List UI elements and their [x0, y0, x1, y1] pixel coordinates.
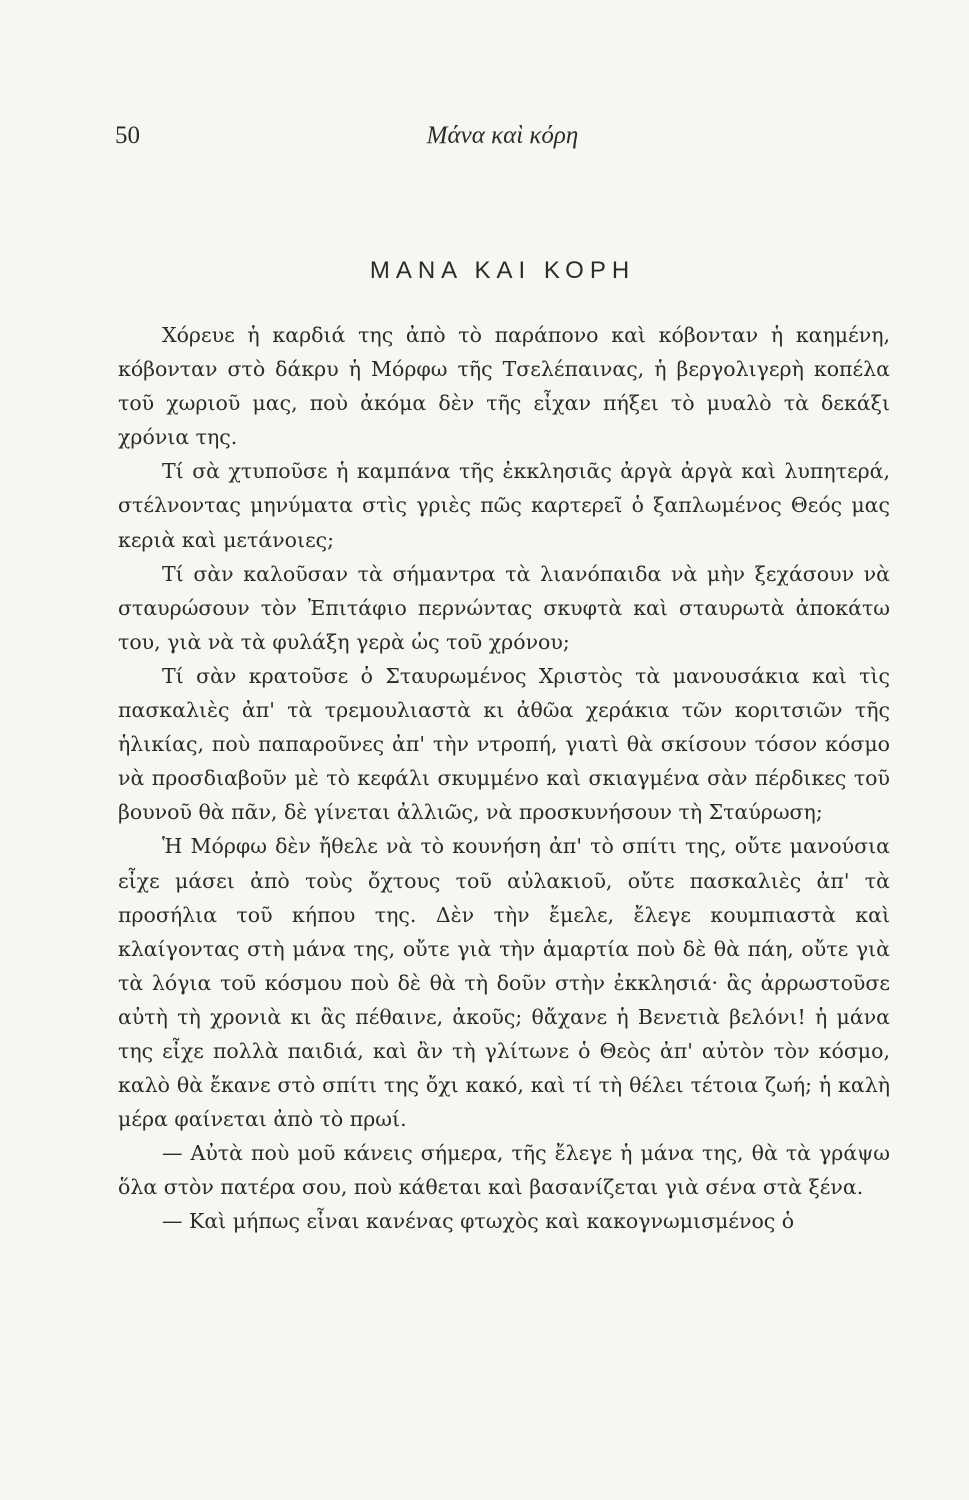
body-text	[118, 318, 890, 1239]
paragraph: Τί σὰν κρατοῦσε ὁ Σταυρωμένος Χριστὸς τὰ μανουσάκια καὶ τὶς πασκαλιὲς ἀπ' τὰ τρεμουλιαστὰ κι ἀθῶα χεράκια τῶν κοριτσιῶν τῆς ἡλικίας, ποὺ παπαροῦνες ἀπ' τὴν ντροπή, γιατὶ θὰ σκίσουν τόσον κόσμο νὰ προσδιαβοῦν μὲ τὸ κεφάλι σκυμμένο καὶ σκιαγμένα σὰν πέρδικες τοῦ βουνοῦ θὰ πᾶν, δὲ γίνεται ἀλλιῶς, νὰ προσκυνήσουν τὴ Σταύρωση;	[118, 663, 890, 825]
paragraph: Τί σὰν καλοῦσαν τὰ σήμαντρα τὰ λιανόπαιδα νὰ μὴν ξεχάσουν νὰ σταυρώσουν τὸν Ἐπιτάφιο περνώντας σκυφτὰ καὶ σταυρωτὰ ἀποκάτω του, γιὰ νὰ τὰ φυλάξη γερὰ ὡς τοῦ χρόνου;	[118, 561, 890, 654]
paragraph: — Καὶ μήπως εἶναι κανένας φτωχὸς καὶ κακογνωμισμένος ὁ	[162, 1209, 795, 1234]
running-title: Μάνα καὶ κόρη	[426, 122, 579, 149]
paragraph: — Αὐτὰ ποὺ μοῦ κάνεις σήμερα, τῆς ἔλεγε ἡ μάνα της, θὰ τὰ γράψω ὅλα στὸν πατέρα σου, ποὺ κάθεται καὶ βασανίζεται γιὰ σένα στὰ ξένα.	[118, 1141, 890, 1200]
paragraph: Χόρευε ἡ καρδιά της ἀπὸ τὸ παράπονο καὶ κόβονταν ἡ καημένη, κόβονταν στὸ δάκρυ ἡ Μόρφω τῆς Τσελέπαινας, ἡ βεργολιγερὴ κοπέλα τοῦ χωριοῦ μας, ποὺ ἀκόμα δὲν τῆς εἶχαν πήξει τὸ μυαλὸ τὰ δεκάξι χρόνια της.	[118, 323, 890, 450]
paragraph: Ἡ Μόρφω δὲν ἤθελε νὰ τὸ κουνήση ἀπ' τὸ σπίτι της, οὔτε μανούσια εἶχε μάσει ἀπὸ τοὺς ὄχτους τοῦ αὐλακιοῦ, οὔτε πασκαλιὲς ἀπ' τὰ προσήλια τοῦ κήπου της. Δὲν τὴν ἔμελε, ἔλεγε κουμπιαστὰ καὶ κλαίγοντας στὴ μάνα της, οὔτε γιὰ τὴν ἁμαρτία ποὺ δὲ θὰ πάη, οὔτε γιὰ τὰ λόγια τοῦ κόσμου ποὺ δὲ θὰ τὴ δοῦν στὴν ἐκκλησιά· ἂς ἀρρωστοῦσε αὐτὴ τὴ χρονιὰ κι ἂς πέθαινε, ἀκοῦς; θἄχανε ἡ Βενετιὰ βελόνι! ἡ μάνα της εἶχε πολλὰ παιδιά, καὶ ἂν τὴ γλίτωνε ὁ Θεὸς ἀπ' αὐτὸν τὸν κόσμο, καλὸ θὰ ἔκανε στὸ σπίτι της ὄχι κακό, καὶ τί τὴ θέλει τέτοια ζωή; ἡ καλὴ μέρα φαίνεται ἀπὸ τὸ πρωί.	[118, 834, 890, 1132]
running-head	[115, 122, 890, 158]
page-number: 50	[115, 122, 140, 149]
paragraph: Τί σὰ χτυποῦσε ἡ καμπάνα τῆς ἐκκλησιᾶς ἀργὰ ἀργὰ καὶ λυπητερά, στέλνοντας μηνύματα στὶς γριὲς πῶς καρτερεῖ ὁ ξαπλωμένος Θεός μας κεριὰ καὶ μετάνοιες;	[118, 459, 890, 552]
chapter-title: ΜΑΝΑ ΚΑΙ ΚΟΡΗ	[369, 257, 636, 284]
